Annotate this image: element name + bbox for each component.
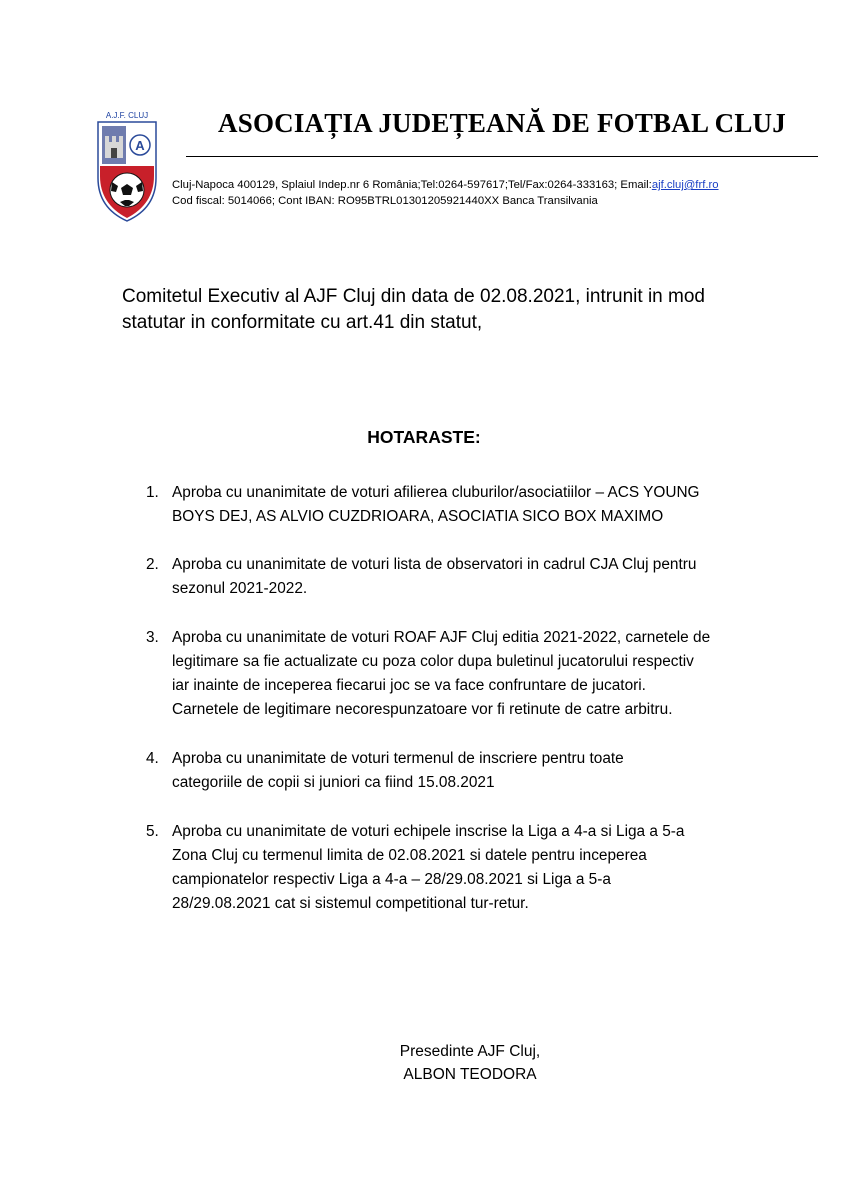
svg-text:A.J.F. CLUJ: A.J.F. CLUJ bbox=[105, 111, 149, 120]
item-number: 3. bbox=[146, 629, 159, 646]
item-text bbox=[172, 820, 812, 916]
item-text bbox=[172, 747, 812, 795]
item-line: Aproba cu unanimitate de voturi termenul de inscriere pentru toate bbox=[172, 750, 624, 767]
item-line: Carnetele de legitimare necorespunzatoare vor fi retinute de catre arbitru. bbox=[172, 701, 673, 718]
address-text: Cluj-Napoca 400129, Splaiul Indep.nr 6 România;Tel:0264-597617;Tel/Fax:0264-333163; Email: bbox=[172, 179, 652, 191]
item-line: Aproba cu unanimitate de voturi lista de observatori in cadrul CJA Cluj pentru bbox=[172, 556, 697, 573]
organization-title: ASOCIAȚIA JUDEȚEANĂ DE FOTBAL CLUJ bbox=[218, 108, 786, 138]
item-line: Aproba cu unanimitate de voturi echipele inscrise la Liga a 4-a si Liga a 5-a bbox=[172, 823, 685, 840]
intro-line: Comitetul Executiv al AJF Cluj din data de 02.08.2021, intrunit in mod bbox=[122, 286, 705, 307]
address-line bbox=[172, 177, 719, 193]
item-line: BOYS DEJ, AS ALVIO CUZDRIOARA, ASOCIATIA SICO BOX MAXIMO bbox=[172, 508, 664, 525]
item-number: 1. bbox=[146, 484, 159, 501]
item-text bbox=[172, 481, 812, 529]
email-link[interactable]: ajf.cluj@frf.ro bbox=[651, 179, 719, 191]
item-number: 5. bbox=[146, 823, 159, 840]
signatory-name: ALBON TEODORA bbox=[403, 1066, 537, 1083]
contact-info bbox=[172, 177, 719, 209]
header-divider bbox=[186, 156, 818, 157]
item-line: Zona Cluj cu termenul limita de 02.08.2021 si datele pentru inceperea bbox=[172, 847, 647, 864]
item-number: 4. bbox=[146, 750, 159, 767]
signatory-role: Presedinte AJF Cluj, bbox=[399, 1043, 541, 1060]
item-text bbox=[172, 626, 812, 722]
svg-text:A: A bbox=[135, 138, 145, 153]
item-line: campionatelor respectiv Liga a 4-a – 28/29.08.2021 si Liga a 5-a bbox=[172, 871, 611, 888]
item-line: categoriile de copii si juniori ca fiind 15.08.2021 bbox=[172, 774, 495, 791]
intro-line: statutar in conformitate cu art.41 din statut, bbox=[122, 312, 483, 333]
decision-heading: HOTARASTE: bbox=[367, 427, 481, 447]
fiscal-line: Cod fiscal: 5014066; Cont IBAN: RO95BTRL01301205921440XX Banca Transilvania bbox=[172, 195, 598, 207]
ajf-cluj-logo bbox=[92, 108, 162, 224]
intro-paragraph bbox=[122, 284, 782, 336]
item-text bbox=[172, 553, 812, 601]
item-line: iar inainte de inceperea fiecarui joc se va face confruntare de jucatori. bbox=[172, 677, 646, 694]
item-line: 28/29.08.2021 cat si sistemul competitional tur-retur. bbox=[172, 895, 529, 912]
signature-block bbox=[370, 1040, 570, 1086]
item-line: Aproba cu unanimitate de voturi afilierea cluburilor/asociatiilor – ACS YOUNG bbox=[172, 484, 700, 501]
item-line: sezonul 2021-2022. bbox=[172, 580, 308, 597]
item-line: legitimare sa fie actualizate cu poza color dupa buletinul jucatorului respectiv bbox=[172, 653, 694, 670]
item-line: Aproba cu unanimitate de voturi ROAF AJF Cluj editia 2021-2022, carnetele de bbox=[172, 629, 711, 646]
item-number: 2. bbox=[146, 556, 159, 573]
